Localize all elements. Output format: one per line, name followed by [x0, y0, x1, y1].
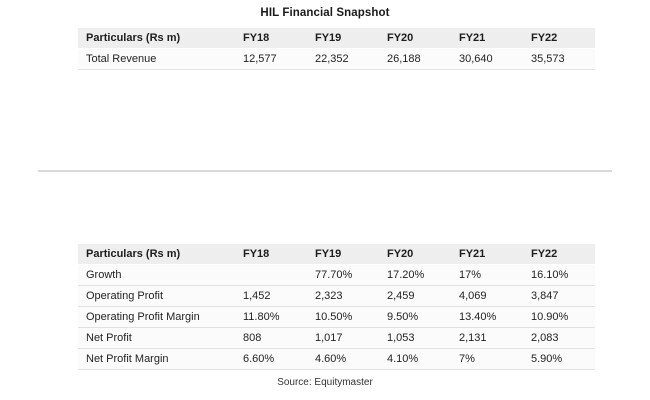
table-row	[78, 265, 595, 286]
row-label: Operating Profit Margin	[78, 307, 235, 328]
cell-fy18: 808	[235, 328, 307, 349]
page-title: HIL Financial Snapshot	[260, 7, 390, 19]
cell-fy20: 4.10%	[379, 349, 451, 370]
column-header-fy19: FY19	[307, 28, 379, 49]
table-header-bottom	[78, 244, 595, 265]
financial-snapshot-table-top	[78, 28, 595, 70]
column-header-particulars: Particulars (Rs m)	[78, 28, 235, 49]
column-header-fy21: FY21	[451, 244, 523, 265]
revenue-table	[78, 28, 595, 70]
table-body-bottom	[78, 265, 595, 370]
cell-fy21: 2,131	[451, 328, 523, 349]
column-header-particulars: Particulars (Rs m)	[78, 244, 235, 265]
cell-fy18: 6.60%	[235, 349, 307, 370]
cell-fy18	[235, 265, 307, 286]
cell-fy21: 13.40%	[451, 307, 523, 328]
row-label: Growth	[78, 265, 235, 286]
table-header-row	[78, 244, 595, 265]
source-note: Source: Equitymaster	[277, 377, 373, 388]
cell-fy21: 30,640	[451, 49, 523, 70]
cell-fy20: 26,188	[379, 49, 451, 70]
column-header-fy22: FY22	[523, 244, 595, 265]
table-row	[78, 286, 595, 307]
cell-fy22: 10.90%	[523, 307, 595, 328]
table-header-row	[78, 28, 595, 49]
column-header-fy20: FY20	[379, 244, 451, 265]
cell-fy21: 17%	[451, 265, 523, 286]
column-header-fy18: FY18	[235, 244, 307, 265]
row-label: Operating Profit	[78, 286, 235, 307]
cell-fy20: 2,459	[379, 286, 451, 307]
table-row	[78, 49, 595, 70]
cell-fy18: 1,452	[235, 286, 307, 307]
financial-snapshot-table-bottom	[78, 244, 595, 370]
cell-fy22: 3,847	[523, 286, 595, 307]
table-row	[78, 307, 595, 328]
cell-fy22: 16.10%	[523, 265, 595, 286]
cell-fy20: 17.20%	[379, 265, 451, 286]
cell-fy22: 5.90%	[523, 349, 595, 370]
row-label: Net Profit	[78, 328, 235, 349]
profitability-table	[78, 244, 595, 370]
row-label: Net Profit Margin	[78, 349, 235, 370]
section-divider	[38, 170, 612, 172]
cell-fy19: 1,017	[307, 328, 379, 349]
cell-fy19: 4.60%	[307, 349, 379, 370]
table-row	[78, 349, 595, 370]
row-label: Total Revenue	[78, 49, 235, 70]
cell-fy18: 11.80%	[235, 307, 307, 328]
column-header-fy19: FY19	[307, 244, 379, 265]
cell-fy19: 77.70%	[307, 265, 379, 286]
column-header-fy18: FY18	[235, 28, 307, 49]
cell-fy22: 2,083	[523, 328, 595, 349]
cell-fy19: 22,352	[307, 49, 379, 70]
cell-fy19: 2,323	[307, 286, 379, 307]
table-body-top	[78, 49, 595, 70]
column-header-fy21: FY21	[451, 28, 523, 49]
table-header-top	[78, 28, 595, 49]
column-header-fy22: FY22	[523, 28, 595, 49]
cell-fy21: 7%	[451, 349, 523, 370]
column-header-fy20: FY20	[379, 28, 451, 49]
cell-fy20: 1,053	[379, 328, 451, 349]
cell-fy18: 12,577	[235, 49, 307, 70]
table-row	[78, 328, 595, 349]
cell-fy20: 9.50%	[379, 307, 451, 328]
cell-fy19: 10.50%	[307, 307, 379, 328]
cell-fy21: 4,069	[451, 286, 523, 307]
cell-fy22: 35,573	[523, 49, 595, 70]
